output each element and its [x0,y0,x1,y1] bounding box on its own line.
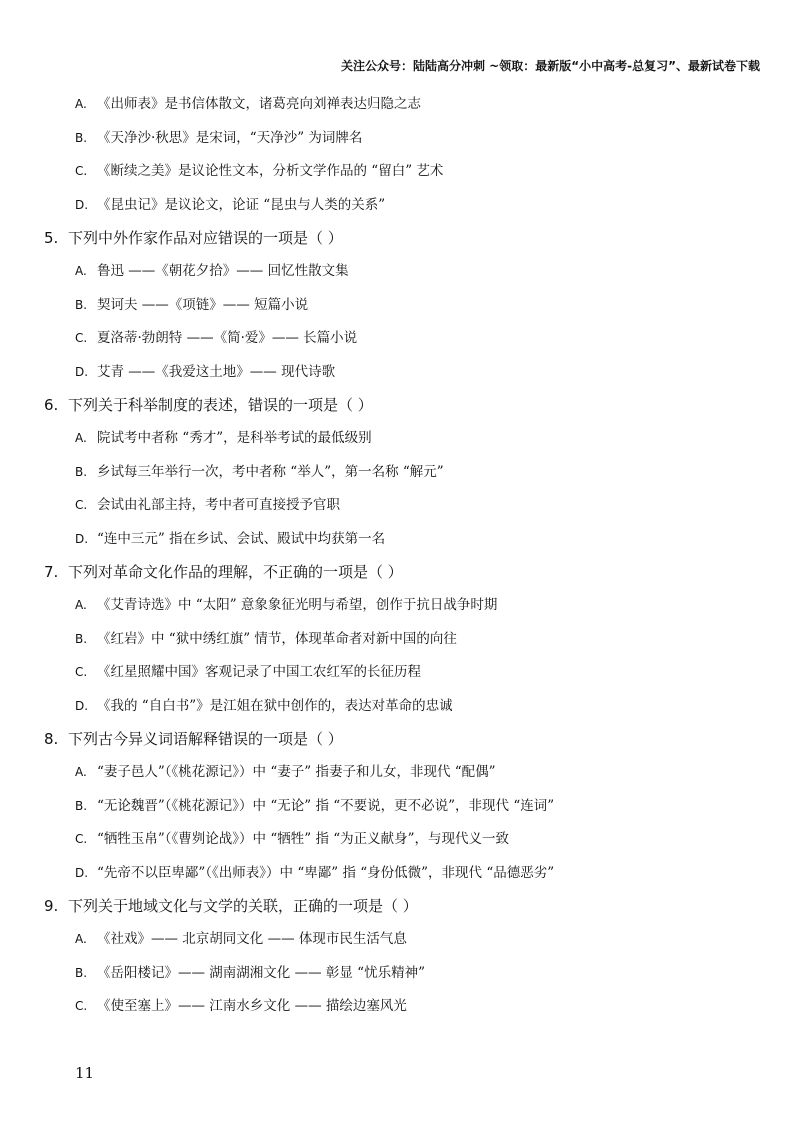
option-d [0,690,800,724]
option-letter: C. [75,164,88,178]
option-text: “无论魏晋”（《桃花源记》）中 “无论” 指 “不要说，更不必说”，非现代 “连词” [97,797,555,814]
option-a [0,923,800,957]
question-5 [0,222,800,389]
option-text: 《红岩》中 “狱中绣红旗” 情节，体现革命者对新中国的向往 [97,630,457,647]
option-letter: B. [75,965,88,980]
question-text: 下列关于地域文化与文学的关联，正确的一项是（ ） [68,897,418,915]
option-b [0,456,800,490]
option-d [0,523,800,557]
option-text: “牺牲玉帛”（《曹刿论战》）中 “牺牲” 指 “为正义献身”，与现代义一致 [97,831,510,847]
question-8 [0,723,800,890]
option-letter: B. [75,464,88,479]
option-letter: D. [75,364,89,379]
option-text: 《断续之美》是议论性文本，分析文学作品的 “留白” 艺术 [97,163,444,179]
option-text: 契诃夫 ——《项链》—— 短篇小说 [97,296,309,313]
option-text: 院试考中者称 “秀才”，是科举考试的最低级别 [97,430,372,446]
question-number: 7. [44,563,59,581]
option-b [0,122,800,156]
option-text: 《社戏》—— 北京胡同文化 —— 体现市民生活气息 [97,931,407,947]
option-c [0,155,800,189]
option-letter: C. [75,665,88,679]
question-6 [0,389,800,556]
option-letter: A. [75,431,87,445]
option-letter: A. [75,264,87,278]
option-d [0,189,800,223]
option-a [0,88,800,122]
option-text: 夏洛蒂·勃朗特 ——《简·爱》—— 长篇小说 [97,330,358,346]
question-7 [0,556,800,723]
option-text: 鲁迅 ——《朝花夕拾》—— 回忆性散文集 [97,263,349,279]
option-d [0,356,800,390]
question-stem [0,890,800,923]
option-letter: A. [75,598,87,612]
option-letter: B. [75,297,88,312]
page-number: 11 [75,1064,95,1082]
option-text: 乡试每三年举行一次，考中者称 “举人”，第一名称 “解元” [97,463,444,480]
option-c [0,489,800,523]
option-a [0,255,800,289]
option-text: 艾青 ——《我爱这土地》—— 现代诗歌 [97,363,336,380]
question-stem [0,222,800,255]
option-letter: A. [75,765,87,779]
option-letter: D. [75,698,89,713]
option-letter: C. [75,498,88,512]
option-text: 《昆虫记》是议论文，论证 “昆虫与人类的关系” [97,196,386,213]
option-c [0,656,800,690]
option-letter: D. [75,865,89,880]
option-text: “先帝不以臣卑鄙”（《出师表》）中 “卑鄙” 指 “身份低微”，非现代 “品德恶劣” [97,864,555,881]
option-text: 《出师表》是书信体散文，诸葛亮向刘禅表达归隐之志 [97,96,421,112]
option-letter: B. [75,631,88,646]
option-letter: C. [75,832,88,846]
option-text: 《天净沙·秋思》是宋词，“天净沙” 为词牌名 [97,129,363,146]
option-letter: D. [75,197,89,212]
question-stem [0,389,800,422]
page-header-promo: 关注公众号：陆陆高分冲刺 ~领取：最新版“小中高考-总复习”、最新试卷下载 [341,59,760,73]
option-b [0,957,800,991]
option-letter: C. [75,331,88,345]
option-letter: B. [75,130,88,145]
option-letter: A. [75,97,87,111]
option-text: 《岳阳楼记》—— 湖南湖湘文化 —— 彰显 “忧乐精神” [97,964,425,981]
question-9 [0,890,800,1024]
option-letter: A. [75,932,87,946]
option-text: “连中三元” 指在乡试、会试、殿试中均获第一名 [97,530,386,547]
option-letter: B. [75,798,88,813]
option-text: 《我的 “自白书”》是江姐在狱中创作的，表达对革命的忠诚 [97,697,453,714]
question-text: 下列中外作家作品对应错误的一项是（ ） [68,229,343,247]
question-text: 下列古今异义词语解释错误的一项是（ ） [68,730,343,748]
question-number: 5. [44,229,59,247]
option-a [0,589,800,623]
question-number: 6. [44,396,59,414]
question-number: 8. [44,730,59,748]
question-text: 下列对革命文化作品的理解，不正确的一项是（ ） [68,563,403,581]
continued-options [0,88,800,222]
option-letter: D. [75,531,89,546]
option-letter: C. [75,999,88,1013]
option-text: “妻子邑人”（《桃花源记》）中 “妻子” 指妻子和儿女，非现代 “配偶” [97,764,496,780]
question-number: 9. [44,897,59,915]
option-c [0,990,800,1024]
option-d [0,857,800,891]
option-a [0,756,800,790]
question-stem [0,723,800,756]
option-text: 《使至塞上》—— 江南水乡文化 —— 描绘边塞风光 [97,998,407,1014]
option-b [0,790,800,824]
question-stem [0,556,800,589]
option-b [0,289,800,323]
question-text: 下列关于科举制度的表述，错误的一项是（ ） [68,396,373,414]
option-text: 《艾青诗选》中 “太阳” 意象象征光明与希望，创作于抗日战争时期 [97,597,498,613]
option-b [0,623,800,657]
option-c [0,823,800,857]
option-text: 会试由礼部主持，考中者可直接授予官职 [97,497,340,513]
page-content [0,88,800,1024]
option-c [0,322,800,356]
option-text: 《红星照耀中国》客观记录了中国工农红军的长征历程 [97,664,421,680]
option-a [0,422,800,456]
